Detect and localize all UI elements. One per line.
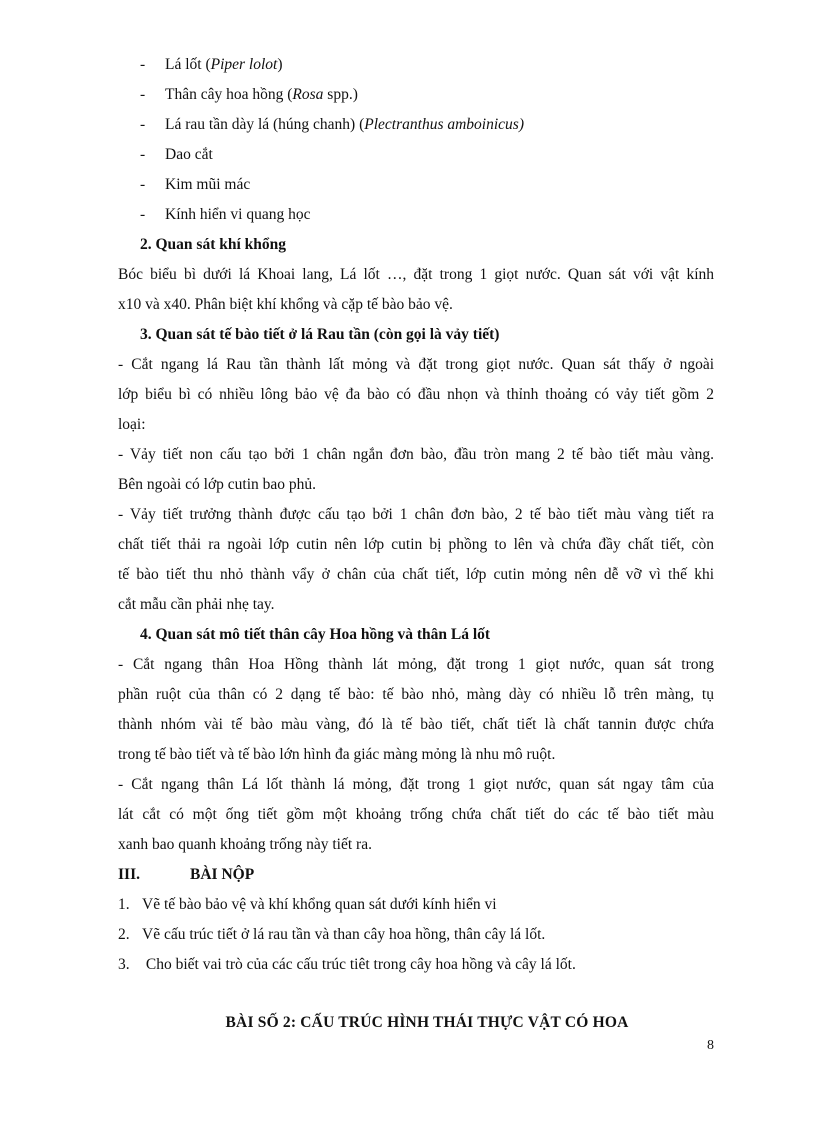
material-item: - Dao cắt [140, 146, 213, 163]
paragraph-line: x10 và x40. Phân biệt khí khổng và cặp tế bào bảo vệ. [118, 296, 453, 313]
paragraph-line: tế bào tiết thu nhỏ thành vẩy ở chân của chất tiết, lớp cutin mỏng nên dễ vỡ vì thế khi [118, 566, 714, 583]
material-item: - Thân cây hoa hồng (Rosa spp.) [140, 86, 358, 103]
material-item: - Lá rau tần dày lá (húng chanh) (Plectranthus amboinicus) [140, 116, 524, 133]
paragraph-line: lớp biểu bì có nhiều lông bảo vệ đa bào có đầu nhọn và thỉnh thoảng có vảy tiết gồm 2 [118, 386, 714, 403]
paragraph-line: cắt mẫu cần phải nhẹ tay. [118, 596, 275, 613]
section-heading: 2. Quan sát khí khổng [140, 236, 287, 253]
section-heading: 4. Quan sát mô tiết thân cây Hoa hồng và thân Lá lốt [140, 626, 491, 643]
paragraph-line: chất tiết thải ra ngoài lớp cutin nên lớp cutin bị phồng to lên và chứa đầy chất tiết, còn [118, 536, 714, 553]
list-item: 1. Vẽ tế bào bảo vệ và khí khổng quan sát dưới kính hiển vi [118, 896, 497, 913]
section-heading: 3. Quan sát tế bào tiết ở lá Rau tần (còn gọi là vảy tiết) [140, 326, 500, 343]
page-number: 8 [707, 1038, 714, 1053]
paragraph-line: xanh bao quanh khoảng trống này tiết ra. [118, 836, 372, 853]
paragraph-line: lát cắt có một ống tiết gồm một khoảng trống chứa chất tiết do các tế bào tiết màu [118, 806, 714, 823]
paragraph-line: phần ruột của thân có 2 dạng tế bào: tế bào nhỏ, màng dày có nhiều lỗ trên màng, tụ [118, 686, 714, 703]
list-item: 2. Vẽ cấu trúc tiết ở lá rau tần và than cây hoa hồng, thân cây lá lốt. [118, 926, 546, 943]
paragraph-line: Bên ngoài có lớp cutin bao phủ. [118, 476, 317, 493]
paragraph-line: - Cắt ngang thân Hoa Hồng thành lát mỏng, đặt trong 1 giọt nước, quan sát trong [118, 656, 714, 673]
material-item: - Kính hiển vi quang học [140, 206, 311, 223]
paragraph-line: - Cắt ngang lá Rau tần thành lất mỏng và đặt trong giọt nước. Quan sát thấy ở ngoài [118, 356, 714, 373]
paragraph-line: loại: [118, 416, 146, 433]
material-item: - Lá lốt (Piper lolot) [140, 56, 283, 73]
paragraph-line: thành nhóm vài tế bào màu vàng, đó là tế bào tiết, chất tiết là chất tannin được chứa [118, 716, 714, 733]
next-lesson-title: BÀI SỐ 2: CẤU TRÚC HÌNH THÁI THỰC VẬT CÓ HOA [225, 1014, 629, 1031]
material-item: - Kim mũi mác [140, 176, 251, 193]
paragraph-line: - Cắt ngang thân Lá lốt thành lá mỏng, đặt trong 1 giọt nước, quan sát ngay tâm của [118, 776, 714, 793]
paragraph-line: - Vảy tiết trưởng thành được cấu tạo bởi 1 chân đơn bào, 2 tế bào tiết màu vàng tiết ra [118, 506, 714, 523]
paragraph-line: - Vảy tiết non cấu tạo bởi 1 chân ngắn đơn bào, đầu tròn mang 2 tế bào tiết màu vàng. [118, 446, 714, 463]
paragraph-line: trong tế bào tiết và tế bào lớn hình đa giác màng mỏng là nhu mô ruột. [118, 746, 556, 763]
list-item: 3. Cho biết vai trò của các cấu trúc tiêt trong cây hoa hồng và cây lá lốt. [118, 956, 576, 973]
section-heading: III. BÀI NỘP [118, 866, 255, 883]
paragraph-line: Bóc biểu bì dưới lá Khoai lang, Lá lốt …, đặt trong 1 giọt nước. Quan sát với vật kính [118, 266, 714, 283]
